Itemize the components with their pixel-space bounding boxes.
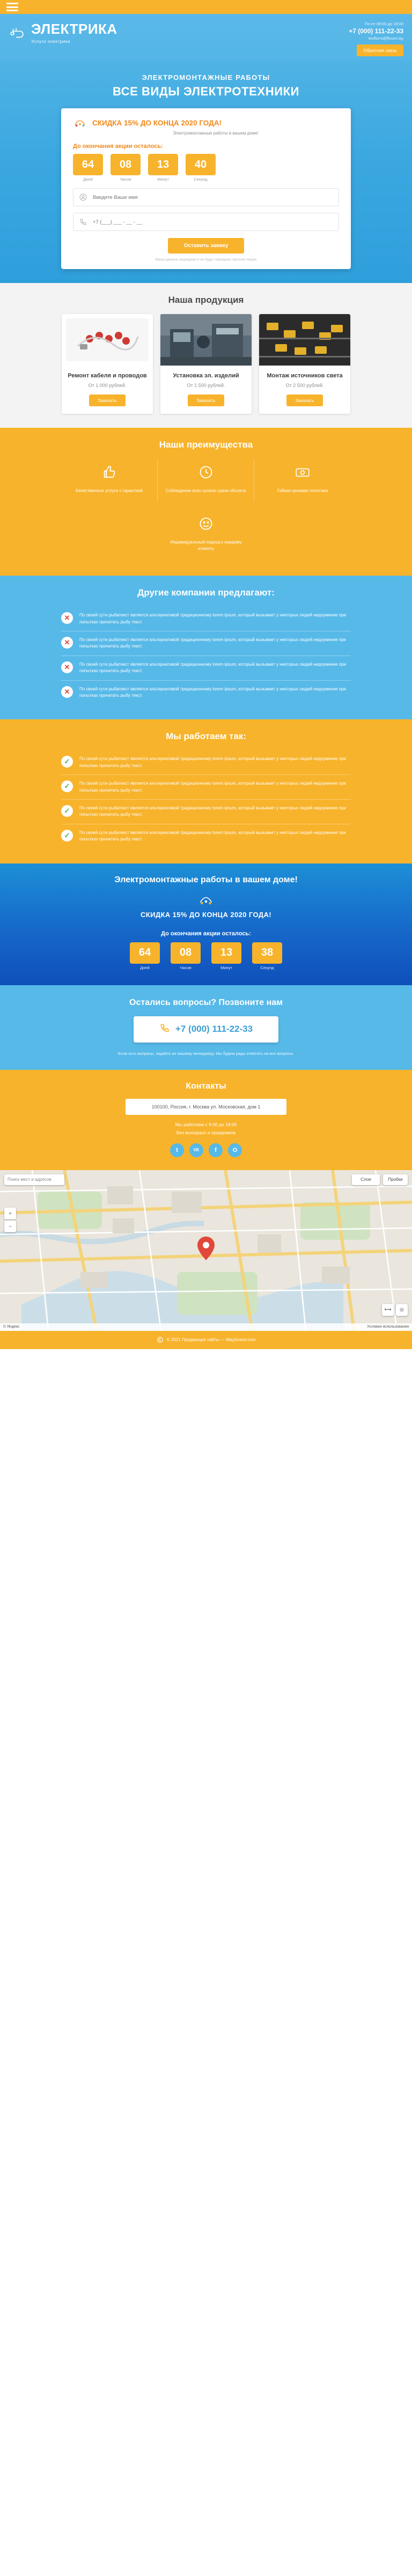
list-item-text: По своей сути рыбатекст является альтернативой традиционному lorem ipsum, который вызывает у некторых людей недоумение при попытках прочитать рыбу текст. [79,686,346,698]
offer-subtitle: Электромонтажные работы в вашем доме! [173,131,259,136]
list-item-text: По своей сути рыбатекст является альтернативой традиционному lorem ipsum, который вызывает у некторых людей недоумение при попытках прочитать рыбу текст. [79,637,346,649]
header-email[interactable]: texflorm@flourm.by [368,36,403,41]
phone-icon [159,1023,170,1036]
product-card[interactable] [62,314,153,414]
top-bar [0,0,412,14]
plug-icon [9,24,27,42]
logo-title: ЭЛЕКТРИКА [31,21,117,37]
map-attribution [0,1323,412,1331]
clock-icon [164,462,247,482]
check-circle-icon: ✓ [61,805,73,817]
map-layers-button[interactable]: Слои [352,1174,380,1185]
order-button[interactable]: Заказать [89,394,125,406]
facebook-icon[interactable]: f [209,1143,223,1157]
contacts-hours-line1: Мы работаем с 9:00 до 19:00 [175,1121,237,1127]
submit-request-button[interactable]: Оставить заявку [168,238,245,254]
geolocation-icon[interactable]: ◎ [396,1304,408,1316]
questions-title: Остались вопросы? Позвоните нам [129,997,283,1007]
callback-button[interactable]: Обратная связь [357,44,403,56]
countdown-value: 08 [171,942,201,964]
list-item [61,824,351,848]
phone-field-wrapper[interactable] [73,213,339,231]
twitter-icon[interactable]: t [170,1143,184,1157]
countdown-value: 38 [252,942,282,964]
cable-repair-photo [62,314,153,366]
countdown-value: 08 [111,154,141,175]
hero-timer-label: До окончания акции осталось: [73,143,163,150]
advantage-item [61,459,158,502]
advantage-text: Индивидуальный подход к каждому клиенту [170,540,242,552]
hero-title: ВСЕ ВИДЫ ЭЛЕКТРОТЕХНИКИ [112,85,300,98]
cta-section [0,863,412,985]
ourway-section [0,719,412,863]
ruler-icon[interactable]: ⟷ [382,1304,394,1316]
name-input[interactable] [93,195,333,200]
contacts-address: 100100, Россия, г. Москва ул. Московская, дом 1 [126,1099,286,1115]
competitors-section [0,576,412,719]
contacts-hours-line2: Без выходных и праздников [176,1130,236,1136]
list-item [61,681,351,705]
questions-section [0,985,412,1070]
footer-copy: © 2021 Продающие сайты — WayGrand.com [166,1337,256,1343]
copyright-icon [157,1336,164,1343]
countdown-value: 13 [211,942,241,964]
competitors-title: Другие компании предлагают: [137,587,275,598]
map-traffic-button[interactable]: Пробки [383,1174,408,1185]
ourway-list [61,750,351,848]
countdown-caption: Дней [140,965,150,970]
offer-header [73,117,339,129]
discount-icon [198,894,214,906]
countdown-caption: Дней [83,177,93,182]
product-title: Установка эл. изделий [173,373,239,379]
hero-kicker: ЭЛЕКТРОМОНТАЖНЫЕ РАБОТЫ [142,73,270,81]
advantages-row [0,459,412,502]
cross-circle-icon: ✕ [61,686,73,698]
cross-circle-icon: ✕ [61,661,73,673]
list-item-text: По своей сути рыбатекст является альтернативой традиционному lorem ipsum, который вызывает у некторых людей недоумение при попытках прочитать рыбу текст. [79,781,346,793]
phone-input[interactable] [93,219,333,225]
social-links [0,1143,412,1157]
list-item [61,631,351,656]
countdown-cell [111,154,141,182]
product-card[interactable] [160,314,252,414]
list-item-text: По своей сути рыбатекст является альтернативой традиционному lorem ipsum, который вызывает у некторых людей недоумение при попытках прочитать рыбу текст. [79,830,346,842]
countdown-cell [186,154,216,182]
map-search-input[interactable]: Поиск мест и адресов [4,1174,64,1185]
product-title: Ремонт кабеля и проводов [68,373,147,379]
product-price: От 1 500 рублей. [187,383,225,389]
list-item [61,775,351,800]
map-canvas[interactable] [0,1170,412,1331]
contacts-section [0,1070,412,1170]
check-circle-icon: ✓ [61,780,73,792]
advantage-item [254,459,351,502]
countdown-caption: Часов [120,177,131,182]
products-cards [0,314,412,414]
lighting-mount-photo [259,314,350,366]
odnoklassniki-icon[interactable]: O [228,1143,242,1157]
map-attrib-left: © Яндекс [3,1325,20,1329]
hamburger-menu-icon[interactable] [6,3,18,11]
cta-timer-label: До окончания акции осталось: [161,930,251,937]
countdown-cell [211,942,241,970]
countdown-cell [148,154,178,182]
countdown-caption: Секунд [260,965,274,970]
countdown-cell [252,942,282,970]
header-contact-block [349,21,403,56]
products-section [0,283,412,428]
order-button[interactable]: Заказать [286,394,322,406]
offer-form-card [61,108,351,269]
questions-note: Если есть вопросы, задайте их нашему менеджеру. Мы будем рады ответить на все вопросы. [118,1051,294,1056]
smile-icon [164,513,248,534]
advantage-item [158,459,254,502]
countdown-caption: Секунд [194,177,208,182]
logo[interactable] [9,21,117,44]
list-item-text: По своей сути рыбатекст является альтернативой традиционному lorem ipsum, который вызывает у некторых людей недоумение при попытках прочитать рыбу текст. [79,805,346,817]
countdown-caption: Минут [220,965,232,970]
electrical-installation-photo [160,314,252,366]
countdown-cell [130,942,160,970]
cta-countdown [0,942,412,970]
cross-circle-icon: ✕ [61,612,73,624]
order-button[interactable]: Заказать [188,394,224,406]
advantage-text: Гибкая ценовая политика [277,488,328,494]
countdown-value: 64 [130,942,160,964]
products-title: Наша продукция [168,295,244,305]
list-item [61,607,351,631]
countdown-cell [73,154,103,182]
ourway-title: Мы работаем так: [166,731,246,742]
countdown-value: 64 [73,154,103,175]
thumbs-up-icon [68,462,151,482]
advantage-text: Соблюдение всех сроков сдачи объекта [165,488,246,494]
product-card[interactable] [259,314,350,414]
list-item-text: По своей сути рыбатекст является альтернативой традиционному lorem ipsum, который вызывает у некторых людей недоумение при попытках прочитать рыбу текст. [79,661,346,674]
phone-icon [79,218,87,226]
countdown-value: 40 [186,154,216,175]
advantages-row-secondary [0,510,412,560]
countdown-value: 13 [148,154,178,175]
site-footer [0,1331,412,1349]
money-icon [261,462,344,482]
offer-title: СКИДКА 15% ДО КОНЦА 2020 ГОДА! [92,118,222,127]
questions-phone-box[interactable] [134,1016,278,1043]
countdown-cell [171,942,201,970]
hero-section [0,62,412,283]
questions-phone[interactable]: +7 (000) 111-22-33 [175,1024,253,1034]
logo-subtitle: Услуги электрика [31,38,70,44]
advantage-item [158,510,254,560]
list-item-text: По своей сути рыбатекст является альтернативой традиционному lorem ipsum, который вызывает у некторых людей недоумение при попытках прочитать рыбу текст. [79,613,346,624]
product-title: Монтаж источников света [267,373,343,379]
list-item [61,800,351,824]
cta-title: Электромонтажные работы в вашем доме! [114,875,298,884]
vk-icon[interactable]: VK [189,1143,203,1157]
map-zoom-out-button[interactable]: − [4,1220,16,1232]
countdown-caption: Часов [180,965,192,970]
cross-circle-icon: ✕ [61,637,73,649]
product-price: От 2 500 рублей. [285,383,324,389]
user-icon [79,193,87,202]
map-zoom-in-button[interactable]: + [4,1208,16,1219]
competitors-list [61,607,351,704]
contacts-title: Контакты [186,1081,226,1091]
site-header [0,14,412,62]
discount-icon [73,117,87,129]
check-circle-icon: ✓ [61,756,73,768]
header-phone[interactable]: +7 (000) 111-22-33 [349,27,403,35]
advantages-section [0,428,412,576]
advantage-text: Качественные услуги с гарантией [75,488,143,494]
cta-subtitle: СКИДКА 15% ДО КОНЦА 2020 ГОДА! [140,910,272,919]
consent-text: Ваши данные защищены и не будут переданы третьим лицам [156,258,256,262]
list-item [61,656,351,681]
product-price: От 1 000 рублей. [88,383,127,389]
countdown-caption: Минут [157,177,169,182]
work-hours: Пн-пт 09:00 до 19:00 [365,21,403,26]
name-field-wrapper[interactable] [73,188,339,206]
map-attrib-right[interactable]: Условия использования [367,1325,409,1329]
check-circle-icon: ✓ [61,830,73,842]
advantages-title: Наши преимущества [159,440,253,450]
list-item-text: По своей сути рыбатекст является альтернативой традиционному lorem ipsum, который вызывает у некторых людей недоумение при попытках прочитать рыбу текст. [79,756,346,768]
list-item [61,750,351,775]
map-section[interactable] [0,1170,412,1331]
hero-countdown [73,154,339,182]
